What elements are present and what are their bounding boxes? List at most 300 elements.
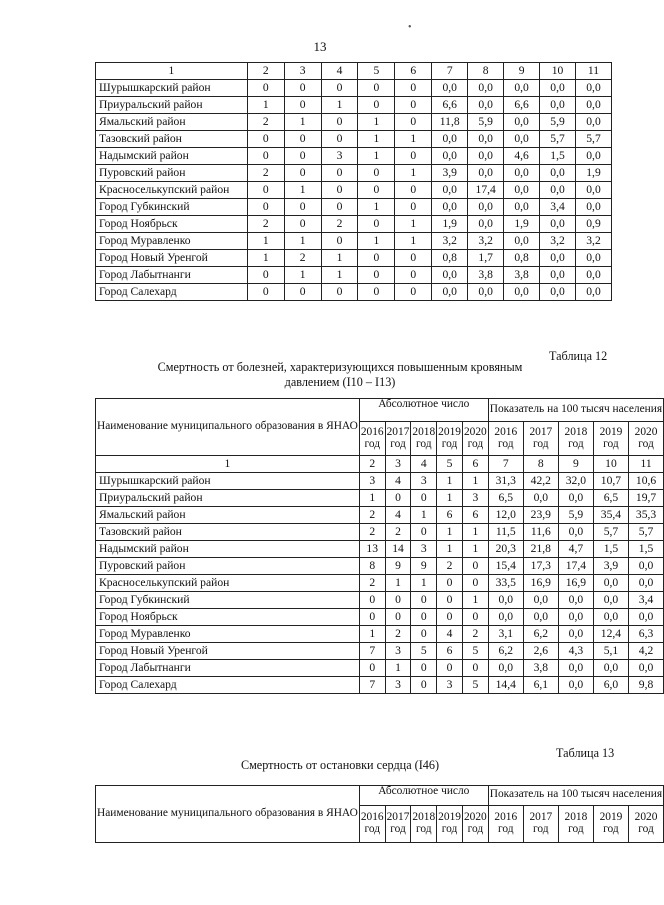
year-header-cell: 2018 год bbox=[411, 422, 437, 456]
value-cell: 0,0 bbox=[540, 182, 576, 199]
value-cell: 2 bbox=[385, 524, 411, 541]
column-index-cell: 3 bbox=[284, 63, 321, 80]
value-cell: 0 bbox=[395, 97, 432, 114]
municipality-name-cell: Город Лабытнанги bbox=[96, 267, 248, 284]
value-cell: 11,6 bbox=[523, 524, 558, 541]
value-cell: 0,0 bbox=[576, 267, 612, 284]
value-cell: 0,0 bbox=[504, 199, 540, 216]
value-cell: 33,5 bbox=[488, 575, 523, 592]
value-cell: 5,9 bbox=[468, 114, 504, 131]
table-12-title bbox=[110, 360, 570, 391]
value-cell: 3 bbox=[359, 473, 385, 490]
table-row bbox=[96, 626, 664, 643]
value-cell: 0 bbox=[395, 267, 432, 284]
value-cell: 0 bbox=[284, 165, 321, 182]
value-cell: 5,7 bbox=[576, 131, 612, 148]
value-cell: 13 bbox=[359, 541, 385, 558]
value-cell: 15,4 bbox=[488, 558, 523, 575]
value-cell: 0,0 bbox=[523, 609, 558, 626]
table-13-caption: Таблица 13 bbox=[556, 746, 615, 760]
value-cell: 1 bbox=[359, 626, 385, 643]
value-cell: 31,3 bbox=[488, 473, 523, 490]
municipality-name-cell: Город Ноябрьск bbox=[96, 609, 360, 626]
value-cell: 6,6 bbox=[432, 97, 468, 114]
table-11-continuation bbox=[95, 62, 612, 301]
year-header-cell: 2020 год bbox=[628, 422, 663, 456]
table-row bbox=[96, 473, 664, 490]
value-cell: 0,0 bbox=[504, 182, 540, 199]
column-index-cell: 2 bbox=[359, 456, 385, 473]
year-header-cell: 2019 год bbox=[437, 805, 463, 843]
table-row bbox=[96, 148, 612, 165]
value-cell: 2 bbox=[247, 165, 284, 182]
table-row bbox=[96, 114, 612, 131]
value-cell: 1 bbox=[437, 541, 463, 558]
value-cell: 0,0 bbox=[504, 284, 540, 301]
table-row bbox=[96, 182, 612, 199]
value-cell: 2 bbox=[462, 626, 488, 643]
value-cell: 0,0 bbox=[468, 148, 504, 165]
value-cell: 0,0 bbox=[558, 609, 593, 626]
table-13-header bbox=[96, 786, 664, 843]
table-row bbox=[96, 609, 664, 626]
municipality-name-cell: Город Салехард bbox=[96, 284, 248, 301]
municipality-name-cell: Красноселькупский район bbox=[96, 182, 248, 199]
value-cell: 0 bbox=[358, 284, 395, 301]
value-cell: 7 bbox=[359, 643, 385, 660]
value-cell: 0,0 bbox=[628, 575, 663, 592]
value-cell: 7 bbox=[359, 677, 385, 694]
year-header-cell: 2020 год bbox=[462, 422, 488, 456]
value-cell: 0 bbox=[411, 592, 437, 609]
table-row bbox=[96, 558, 664, 575]
value-cell: 0 bbox=[358, 97, 395, 114]
value-cell: 4 bbox=[437, 626, 463, 643]
value-cell: 0 bbox=[395, 114, 432, 131]
value-cell: 1 bbox=[395, 131, 432, 148]
column-index-cell: 10 bbox=[540, 63, 576, 80]
value-cell: 0 bbox=[395, 250, 432, 267]
value-cell: 0,0 bbox=[432, 148, 468, 165]
year-header-cell: 2016 год bbox=[359, 422, 385, 456]
value-cell: 1 bbox=[247, 97, 284, 114]
table-13-abs-header: Абсолютное число bbox=[359, 786, 488, 806]
municipality-name-cell: Город Салехард bbox=[96, 677, 360, 694]
value-cell: 6 bbox=[437, 643, 463, 660]
value-cell: 14,4 bbox=[488, 677, 523, 694]
table-12-title-line2: давлением (I10 – I13) bbox=[284, 375, 396, 390]
value-cell: 0,0 bbox=[432, 131, 468, 148]
value-cell: 3 bbox=[462, 490, 488, 507]
value-cell: 0 bbox=[247, 284, 284, 301]
value-cell: 1 bbox=[321, 250, 358, 267]
municipality-name-cell: Надымский район bbox=[96, 148, 248, 165]
table-row bbox=[96, 131, 612, 148]
value-cell: 0,0 bbox=[628, 660, 663, 677]
column-index-cell: 1 bbox=[96, 456, 360, 473]
value-cell: 5 bbox=[462, 677, 488, 694]
value-cell: 2 bbox=[321, 216, 358, 233]
table-row bbox=[96, 541, 664, 558]
value-cell: 1 bbox=[359, 490, 385, 507]
value-cell: 5,7 bbox=[593, 524, 628, 541]
value-cell: 0,0 bbox=[468, 216, 504, 233]
value-cell: 3,2 bbox=[576, 233, 612, 250]
value-cell: 1 bbox=[462, 524, 488, 541]
table-row bbox=[96, 660, 664, 677]
column-index-cell: 2 bbox=[247, 63, 284, 80]
value-cell: 2 bbox=[437, 558, 463, 575]
value-cell: 3 bbox=[437, 677, 463, 694]
scan-dot: • bbox=[408, 22, 412, 33]
value-cell: 3,8 bbox=[523, 660, 558, 677]
value-cell: 11,8 bbox=[432, 114, 468, 131]
table-row bbox=[96, 677, 664, 694]
value-cell: 0 bbox=[437, 660, 463, 677]
value-cell: 5 bbox=[462, 643, 488, 660]
value-cell: 1 bbox=[321, 97, 358, 114]
value-cell: 0 bbox=[284, 80, 321, 97]
value-cell: 5 bbox=[411, 643, 437, 660]
value-cell: 9 bbox=[411, 558, 437, 575]
value-cell: 2 bbox=[247, 216, 284, 233]
table-13-col-name: Наименование муниципального образования в ЯНАО bbox=[96, 786, 360, 843]
table-11-body bbox=[96, 63, 612, 301]
value-cell: 16,9 bbox=[523, 575, 558, 592]
value-cell: 0 bbox=[437, 609, 463, 626]
value-cell: 5,9 bbox=[558, 507, 593, 524]
column-index-cell: 3 bbox=[385, 456, 411, 473]
value-cell: 6,5 bbox=[488, 490, 523, 507]
value-cell: 0 bbox=[321, 233, 358, 250]
value-cell: 2 bbox=[247, 114, 284, 131]
value-cell: 1,5 bbox=[593, 541, 628, 558]
year-header-cell: 2018 год bbox=[558, 422, 593, 456]
value-cell: 0 bbox=[247, 199, 284, 216]
municipality-name-cell: Красноселькупский район bbox=[96, 575, 360, 592]
value-cell: 8 bbox=[359, 558, 385, 575]
value-cell: 0 bbox=[411, 677, 437, 694]
value-cell: 0,0 bbox=[558, 660, 593, 677]
value-cell: 5,7 bbox=[540, 131, 576, 148]
value-cell: 0,0 bbox=[540, 216, 576, 233]
value-cell: 6 bbox=[462, 507, 488, 524]
column-index-cell: 6 bbox=[462, 456, 488, 473]
value-cell: 0 bbox=[321, 199, 358, 216]
value-cell: 1 bbox=[358, 148, 395, 165]
value-cell: 0 bbox=[358, 182, 395, 199]
value-cell: 12,4 bbox=[593, 626, 628, 643]
value-cell: 0 bbox=[359, 660, 385, 677]
value-cell: 0 bbox=[359, 609, 385, 626]
value-cell: 2 bbox=[359, 524, 385, 541]
value-cell: 0,0 bbox=[628, 609, 663, 626]
year-header-cell: 2016 год bbox=[488, 422, 523, 456]
value-cell: 0 bbox=[411, 524, 437, 541]
value-cell: 0,0 bbox=[576, 250, 612, 267]
table-row bbox=[96, 165, 612, 182]
value-cell: 0 bbox=[284, 284, 321, 301]
value-cell: 1 bbox=[247, 233, 284, 250]
value-cell: 0,0 bbox=[488, 660, 523, 677]
value-cell: 20,3 bbox=[488, 541, 523, 558]
value-cell: 14 bbox=[385, 541, 411, 558]
value-cell: 0,0 bbox=[593, 592, 628, 609]
value-cell: 0,0 bbox=[523, 490, 558, 507]
municipality-name-cell: Город Губкинский bbox=[96, 199, 248, 216]
table-row bbox=[96, 233, 612, 250]
value-cell: 0,0 bbox=[576, 148, 612, 165]
column-index-cell: 5 bbox=[358, 63, 395, 80]
value-cell: 1 bbox=[284, 233, 321, 250]
value-cell: 1 bbox=[358, 233, 395, 250]
value-cell: 1 bbox=[437, 473, 463, 490]
table-13 bbox=[95, 785, 664, 843]
value-cell: 12,0 bbox=[488, 507, 523, 524]
value-cell: 10,6 bbox=[628, 473, 663, 490]
value-cell: 3 bbox=[385, 643, 411, 660]
value-cell: 0 bbox=[358, 165, 395, 182]
municipality-name-cell: Тазовский район bbox=[96, 131, 248, 148]
value-cell: 0,0 bbox=[593, 575, 628, 592]
value-cell: 6,0 bbox=[593, 677, 628, 694]
municipality-name-cell: Шурышкарский район bbox=[96, 473, 360, 490]
value-cell: 17,4 bbox=[468, 182, 504, 199]
year-header-cell: 2018 год bbox=[411, 805, 437, 843]
municipality-name-cell: Надымский район bbox=[96, 541, 360, 558]
column-index-cell: 6 bbox=[395, 63, 432, 80]
value-cell: 0,0 bbox=[504, 80, 540, 97]
value-cell: 0,0 bbox=[558, 592, 593, 609]
value-cell: 0,0 bbox=[540, 267, 576, 284]
value-cell: 4 bbox=[385, 507, 411, 524]
value-cell: 0,0 bbox=[432, 182, 468, 199]
value-cell: 5,7 bbox=[628, 524, 663, 541]
value-cell: 0,0 bbox=[576, 97, 612, 114]
value-cell: 1,9 bbox=[504, 216, 540, 233]
value-cell: 0 bbox=[321, 165, 358, 182]
value-cell: 1 bbox=[358, 114, 395, 131]
year-header-cell: 2016 год bbox=[359, 805, 385, 843]
column-index-cell: 11 bbox=[576, 63, 612, 80]
value-cell: 42,2 bbox=[523, 473, 558, 490]
value-cell: 0,0 bbox=[523, 592, 558, 609]
value-cell: 11,5 bbox=[488, 524, 523, 541]
value-cell: 0,0 bbox=[558, 677, 593, 694]
value-cell: 0,0 bbox=[558, 524, 593, 541]
value-cell: 0 bbox=[437, 575, 463, 592]
value-cell: 1,5 bbox=[540, 148, 576, 165]
value-cell: 0 bbox=[321, 114, 358, 131]
municipality-name-cell: Город Муравленко bbox=[96, 233, 248, 250]
value-cell: 0 bbox=[247, 267, 284, 284]
value-cell: 0,0 bbox=[540, 284, 576, 301]
value-cell: 0 bbox=[411, 626, 437, 643]
value-cell: 2 bbox=[359, 507, 385, 524]
value-cell: 0 bbox=[284, 131, 321, 148]
value-cell: 0 bbox=[395, 148, 432, 165]
year-header-cell: 2020 год bbox=[462, 805, 488, 843]
table-11-index-row bbox=[96, 63, 612, 80]
column-index-cell: 9 bbox=[558, 456, 593, 473]
value-cell: 1 bbox=[247, 250, 284, 267]
value-cell: 0,0 bbox=[540, 165, 576, 182]
value-cell: 4 bbox=[385, 473, 411, 490]
municipality-name-cell: Пуровский район bbox=[96, 558, 360, 575]
year-header-cell: 2017 год bbox=[385, 422, 411, 456]
column-index-cell: 4 bbox=[321, 63, 358, 80]
column-index-cell: 4 bbox=[411, 456, 437, 473]
value-cell: 0 bbox=[284, 216, 321, 233]
value-cell: 3 bbox=[411, 541, 437, 558]
value-cell: 0,0 bbox=[576, 284, 612, 301]
value-cell: 0 bbox=[247, 182, 284, 199]
municipality-name-cell: Тазовский район bbox=[96, 524, 360, 541]
value-cell: 0 bbox=[284, 97, 321, 114]
value-cell: 17,3 bbox=[523, 558, 558, 575]
table-row bbox=[96, 97, 612, 114]
value-cell: 1 bbox=[437, 524, 463, 541]
value-cell: 0,0 bbox=[468, 80, 504, 97]
value-cell: 2,6 bbox=[523, 643, 558, 660]
value-cell: 4,3 bbox=[558, 643, 593, 660]
value-cell: 0,0 bbox=[504, 233, 540, 250]
value-cell: 0 bbox=[395, 284, 432, 301]
value-cell: 1 bbox=[462, 541, 488, 558]
year-header-cell: 2020 год bbox=[628, 805, 663, 843]
column-index-cell: 10 bbox=[593, 456, 628, 473]
value-cell: 1,9 bbox=[432, 216, 468, 233]
value-cell: 1 bbox=[284, 182, 321, 199]
value-cell: 0 bbox=[462, 558, 488, 575]
value-cell: 0,0 bbox=[576, 80, 612, 97]
municipality-name-cell: Приуральский район bbox=[96, 490, 360, 507]
value-cell: 0,0 bbox=[504, 165, 540, 182]
value-cell: 3,8 bbox=[468, 267, 504, 284]
value-cell: 1 bbox=[462, 592, 488, 609]
value-cell: 0,0 bbox=[432, 267, 468, 284]
value-cell: 6,6 bbox=[504, 97, 540, 114]
year-header-cell: 2018 год bbox=[558, 805, 593, 843]
value-cell: 0 bbox=[358, 80, 395, 97]
table-13-title: Смертность от остановки сердца (I46) bbox=[240, 758, 440, 772]
municipality-name-cell: Ямальский район bbox=[96, 507, 360, 524]
table-12-title-line1: Смертность от болезней, характеризующихся повышенным кровяным bbox=[157, 360, 523, 374]
value-cell: 0,0 bbox=[488, 609, 523, 626]
value-cell: 0,8 bbox=[504, 250, 540, 267]
table-row bbox=[96, 490, 664, 507]
column-index-cell: 9 bbox=[504, 63, 540, 80]
table-12-index-row bbox=[96, 456, 664, 473]
table-row bbox=[96, 592, 664, 609]
value-cell: 0,0 bbox=[468, 284, 504, 301]
value-cell: 0 bbox=[284, 199, 321, 216]
value-cell: 0 bbox=[385, 490, 411, 507]
value-cell: 0,0 bbox=[576, 199, 612, 216]
value-cell: 1 bbox=[385, 660, 411, 677]
value-cell: 0,0 bbox=[432, 199, 468, 216]
table-row bbox=[96, 267, 612, 284]
year-header-cell: 2019 год bbox=[437, 422, 463, 456]
value-cell: 6,2 bbox=[523, 626, 558, 643]
value-cell: 35,4 bbox=[593, 507, 628, 524]
table-12-caption: Таблица 12 bbox=[549, 349, 608, 363]
value-cell: 2 bbox=[284, 250, 321, 267]
value-cell: 4,6 bbox=[504, 148, 540, 165]
value-cell: 1 bbox=[395, 216, 432, 233]
value-cell: 0 bbox=[462, 609, 488, 626]
table-row bbox=[96, 524, 664, 541]
value-cell: 0,9 bbox=[576, 216, 612, 233]
municipality-name-cell: Приуральский район bbox=[96, 97, 248, 114]
value-cell: 32,0 bbox=[558, 473, 593, 490]
value-cell: 5,9 bbox=[540, 114, 576, 131]
table-12-abs-header: Абсолютное число bbox=[359, 399, 488, 422]
value-cell: 21,8 bbox=[523, 541, 558, 558]
year-header-cell: 2017 год bbox=[523, 422, 558, 456]
value-cell: 0,0 bbox=[504, 114, 540, 131]
column-index-cell: 11 bbox=[628, 456, 663, 473]
value-cell: 6 bbox=[437, 507, 463, 524]
value-cell: 3 bbox=[385, 677, 411, 694]
municipality-name-cell: Город Губкинский bbox=[96, 592, 360, 609]
value-cell: 16,9 bbox=[558, 575, 593, 592]
table-12-rate-header: Показатель на 100 тысяч населения bbox=[488, 399, 663, 422]
value-cell: 2 bbox=[385, 626, 411, 643]
value-cell: 5,1 bbox=[593, 643, 628, 660]
value-cell: 0 bbox=[395, 182, 432, 199]
municipality-name-cell: Ямальский район bbox=[96, 114, 248, 131]
value-cell: 0 bbox=[437, 592, 463, 609]
value-cell: 1 bbox=[395, 165, 432, 182]
value-cell: 0,0 bbox=[432, 80, 468, 97]
value-cell: 0,0 bbox=[558, 626, 593, 643]
municipality-name-cell: Пуровский район bbox=[96, 165, 248, 182]
table-12-col-name: Наименование муниципального образования в ЯНАО bbox=[96, 399, 360, 456]
table-row bbox=[96, 199, 612, 216]
value-cell: 6,3 bbox=[628, 626, 663, 643]
value-cell: 0,0 bbox=[593, 660, 628, 677]
value-cell: 3,9 bbox=[593, 558, 628, 575]
value-cell: 35,3 bbox=[628, 507, 663, 524]
value-cell: 0 bbox=[358, 267, 395, 284]
year-header-cell: 2017 год bbox=[523, 805, 558, 843]
column-index-cell: 8 bbox=[468, 63, 504, 80]
value-cell: 0,0 bbox=[593, 609, 628, 626]
value-cell: 1 bbox=[437, 490, 463, 507]
value-cell: 0 bbox=[247, 131, 284, 148]
value-cell: 10,7 bbox=[593, 473, 628, 490]
value-cell: 19,7 bbox=[628, 490, 663, 507]
value-cell: 0 bbox=[321, 284, 358, 301]
year-header-cell: 2019 год bbox=[593, 805, 628, 843]
value-cell: 0,0 bbox=[468, 165, 504, 182]
value-cell: 1 bbox=[284, 267, 321, 284]
page-number: 13 bbox=[313, 39, 327, 54]
value-cell: 3,9 bbox=[432, 165, 468, 182]
value-cell: 9 bbox=[385, 558, 411, 575]
value-cell: 0 bbox=[247, 80, 284, 97]
value-cell: 1 bbox=[358, 199, 395, 216]
value-cell: 0,0 bbox=[576, 114, 612, 131]
value-cell: 0 bbox=[395, 80, 432, 97]
value-cell: 1 bbox=[321, 267, 358, 284]
value-cell: 1 bbox=[358, 131, 395, 148]
value-cell: 0 bbox=[321, 131, 358, 148]
value-cell: 3,4 bbox=[628, 592, 663, 609]
column-index-cell: 7 bbox=[488, 456, 523, 473]
value-cell: 0,0 bbox=[558, 490, 593, 507]
